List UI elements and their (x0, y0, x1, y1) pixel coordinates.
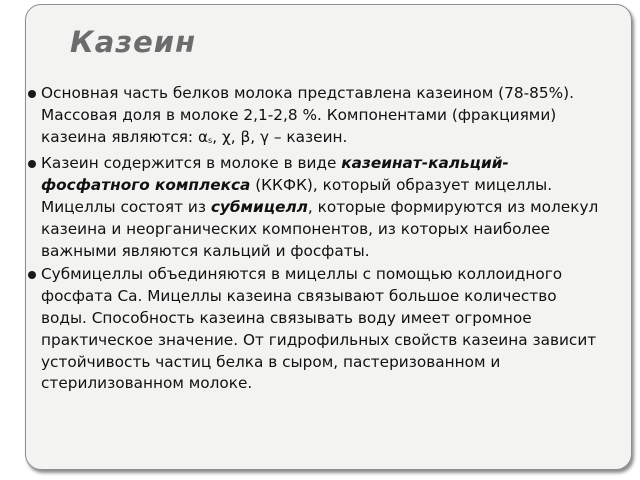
bullet-item-3 (28, 264, 603, 395)
bullet-item-2 (28, 153, 603, 262)
slide-content (28, 83, 603, 397)
bullet-dot-icon (28, 271, 36, 279)
bullet-dot-icon (28, 160, 36, 168)
bullet-3-text: Субмицеллы объединяются в мицеллы с помощью коллоидного фосфата Са. Мицеллы казеина связывают большое количество воды. Способность казеина связывать воду имеет огромное практическое значение. От гидрофильных свойств казеина зависит устойчивость частиц белка в сыром, пастеризованном и стерилизованном молоке. (41, 265, 597, 393)
bullet-2-emphasis-complex: казеинат-кальций-фосфатного комплекса (41, 154, 509, 195)
bullet-2-emphasis-submicelles: субмицелл (210, 197, 308, 216)
bullet-2-text-a: Казеин содержится в молоке в виде (41, 154, 342, 173)
bullet-1-subscript: s (208, 135, 213, 145)
bullet-1-text-a: Основная часть белков молока представлена казеином (78-85%). Массовая доля в молоке 2,1-2,8 %. Компонентами (фракциями) казеина являются: α (41, 84, 574, 146)
slide-title: Казеин (70, 25, 197, 59)
bullet-1-text-b: , χ, β, γ – казеин. (212, 127, 348, 146)
bullet-item-1 (28, 83, 603, 151)
bullet-2-text-c: , которые формируются из молекул казеина и неорганических компонентов, из которых наиболее важными являются кальций и фосфаты. (41, 197, 599, 260)
bullet-2-text-b: (ККФК), который образует мицеллы. Мицеллы состоят из (41, 176, 553, 216)
bullet-dot-icon (28, 90, 36, 98)
